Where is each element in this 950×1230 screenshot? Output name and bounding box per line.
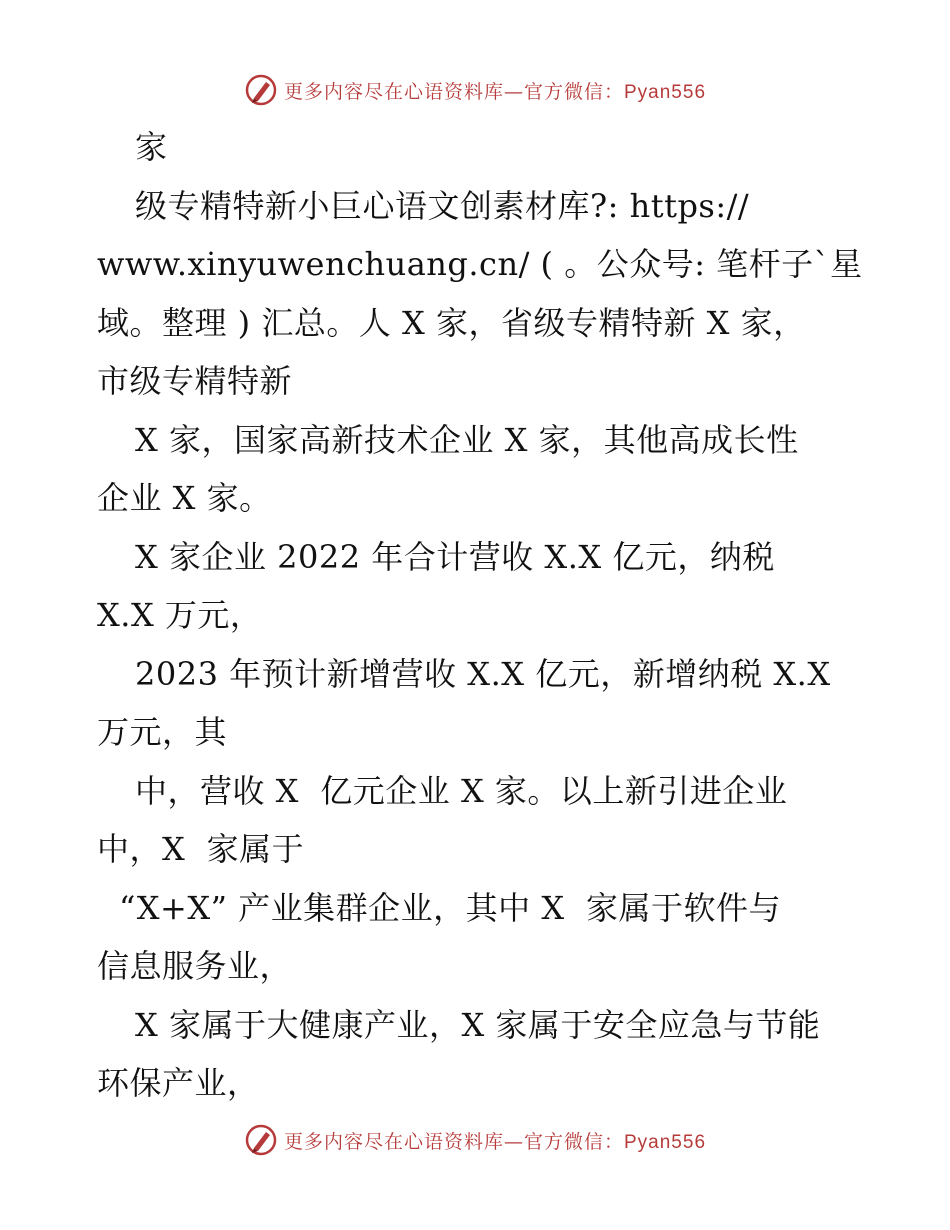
header-banner-text	[284, 77, 706, 104]
body-line: X 家企业 2022 年合计营收 X.X 亿元，纳税	[135, 537, 775, 576]
body-line: www.xinyuwenchuang.cn/ ( 。公众号: 笔杆子`星	[97, 245, 863, 283]
body-line: 企业 X 家。	[97, 479, 272, 517]
body-line: X 家，国家高新技术企业 X 家，其他高成长性	[135, 420, 799, 459]
banner-label: 更多内容尽在心语资料库—官方微信：	[283, 80, 624, 103]
body-line: X.X 万元，	[97, 596, 263, 634]
body-line: “X+X” 产业集群企业，其中 X 家属于软件与	[119, 888, 781, 927]
body-line: 家	[135, 128, 168, 166]
body-line: 信息服务业，	[97, 947, 293, 985]
body-line: 环保产业，	[97, 1064, 260, 1102]
body-line: 级专精特新小巨心语文创素材库?: https://	[135, 186, 750, 225]
footer-banner	[0, 1120, 950, 1160]
body-line: 中，营收 X 亿元企业 X 家。以上新引进企业	[135, 771, 788, 810]
banner-wechat-id: Pyan556	[624, 1131, 707, 1153]
document-body	[97, 118, 867, 1113]
body-line: 域。整理 ) 汇总。人 X 家，省级专精特新 X 家，	[97, 303, 806, 342]
pen-logo-icon	[244, 1123, 278, 1157]
body-line: 市级专精特新	[97, 362, 293, 400]
pen-logo-icon	[244, 73, 278, 107]
body-line: 2023 年预计新增营收 X.X 亿元，新增纳税 X.X	[135, 654, 831, 693]
banner-label: 更多内容尽在心语资料库—官方微信：	[283, 1130, 624, 1153]
body-line: 中，X 家属于	[97, 830, 305, 868]
body-line: X 家属于大健康产业，X 家属于安全应急与节能	[135, 1005, 821, 1044]
banner-wechat-id: Pyan556	[624, 81, 707, 103]
header-banner	[0, 70, 950, 110]
body-line: 万元，其	[97, 713, 228, 751]
footer-banner-text	[284, 1127, 706, 1154]
